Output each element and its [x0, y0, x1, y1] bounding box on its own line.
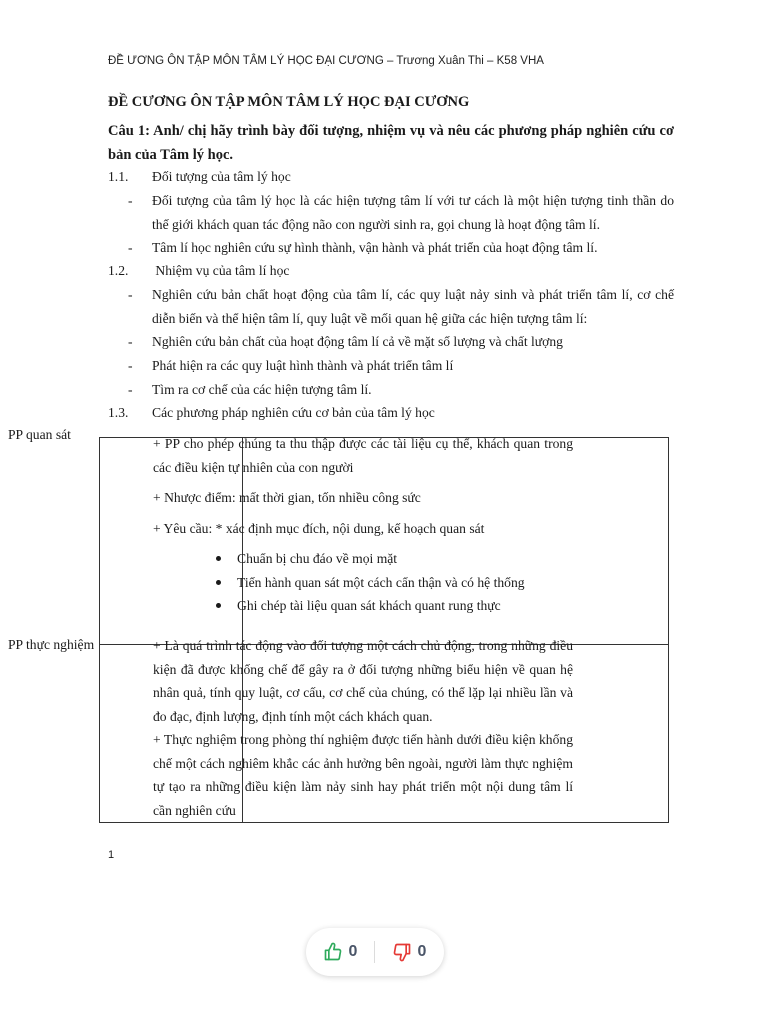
method-paragraph: + Thực nghiệm trong phòng thí nghiệm được tiến hành dưới điều kiện khống chế một cách nghiêm khắc các ảnh hưởng bên ngoài, người làm thực nghiệm tự tạo ra những điều kiện làm nảy sinh hay phát triển một nội dung tâm lí cần nghiên cứu: [153, 732, 573, 818]
list-item-text: Chuẩn bị chu đáo về mọi mặt: [237, 551, 398, 566]
list-item: [153, 571, 573, 595]
list-item: [128, 236, 674, 260]
section-heading-1-1: [108, 165, 291, 189]
thumbs-up-icon: [323, 942, 343, 962]
requirements-list: [153, 547, 573, 618]
list-item: [128, 189, 674, 237]
bullet-dot: [216, 580, 221, 585]
section-heading-1-2: [108, 259, 289, 283]
question-heading: Câu 1: Anh/ chị hãy trình bày đối tượng, nhiệm vụ và nêu các phương pháp nghiên cứu cơ bản của Tâm lý học.: [108, 123, 674, 163]
method-paragraph: + Là quá trình tác động vào đối tượng một cách chủ động, trong những điều kiện đã được khống chế để gây ra ở đối tượng những biểu hiện về quan hệ nhân quả, tính quy luật, cơ cấu, cơ chế của chúng, có thể lặp lại nhiều lần và đo đạc, định lượng, định tính một cách khách quan.: [153, 638, 573, 724]
list-item-text: Đối tượng của tâm lý học là các hiện tượng tâm lí với tư cách là một hiện tượng tinh thần do thế giới khách quan tác động não con người sinh ra, gọi chung là hoạt động tâm lí.: [152, 193, 674, 232]
bullet-dash: -: [128, 287, 133, 302]
list-item-text: Phát hiện ra các quy luật hình thành và phát triển tâm lí: [152, 358, 454, 373]
list-item: [153, 547, 573, 571]
section-title: Đối tượng của tâm lý học: [152, 169, 291, 184]
section-number: 1.1.: [108, 169, 129, 184]
bullet-dash: -: [128, 358, 133, 373]
bullet-dash: -: [128, 240, 133, 255]
list-item: [128, 283, 674, 331]
list-item: [128, 330, 674, 354]
like-count: 0: [348, 943, 358, 960]
section-number: 1.3.: [108, 405, 129, 420]
vote-bar: [306, 928, 444, 976]
section-title: Nhiệm vụ của tâm lí học: [152, 263, 290, 278]
running-header: ĐỀ ƯƠNG ÔN TẬP MÔN TÂM LÝ HỌC ĐẠI CƯƠNG – Trương Xuân Thi – K58 VHA: [108, 55, 544, 67]
bullet-dash: -: [128, 382, 133, 397]
section-number: 1.2.: [108, 263, 129, 278]
method-cell-observation: [153, 432, 573, 618]
section-title: Các phương pháp nghiên cứu cơ bản của tâm lý học: [152, 405, 435, 420]
list-item-text: Tiến hành quan sát một cách cẩn thận và có hệ thống: [237, 574, 525, 590]
list-item-text: Nghiên cứu bản chất của hoạt động tâm lí cả về mặt số lượng và chất lượng: [152, 334, 563, 349]
bullet-dash: -: [128, 193, 133, 208]
method-paragraph: + Nhược điểm: mất thời gian, tốn nhiều công sức: [153, 490, 421, 505]
method-label-experiment: PP thực nghiệm: [8, 637, 95, 652]
dislike-button[interactable]: [375, 928, 443, 976]
method-paragraph: + Yêu cầu: * xác định mục đích, nội dung, kế hoạch quan sát: [153, 520, 485, 536]
list-item-text: Tìm ra cơ chế của các hiện tượng tâm lí.: [152, 382, 372, 397]
bullet-dash: -: [128, 334, 133, 349]
document-title: ĐỀ CƯƠNG ÔN TẬP MÔN TÂM LÝ HỌC ĐẠI CƯƠNG: [108, 94, 470, 110]
bullet-dot: [216, 556, 221, 561]
like-button[interactable]: [306, 928, 374, 976]
method-paragraph: + PP cho phép chúng ta thu thập được các tài liệu cụ thể, khách quan trong các điều kiện tự nhiên của con người: [153, 436, 573, 475]
section-heading-1-3: [108, 401, 435, 425]
page-number: 1: [108, 849, 115, 861]
list-item-text: Ghi chép tài liệu quan sát khách quant rung thực: [237, 598, 501, 613]
method-cell-experiment: [153, 634, 573, 822]
method-label-observation: PP quan sát: [8, 427, 71, 442]
list-item-text: Tâm lí học nghiên cứu sự hình thành, vận hành và phát triển của hoạt động tâm lí.: [152, 240, 598, 255]
thumbs-down-icon: [392, 942, 412, 962]
bullet-dot: [216, 603, 221, 608]
list-item-text: Nghiên cứu bản chất hoạt động của tâm lí, các quy luật nảy sinh và phát triển tâm lí, cơ chế diễn biến và thể hiện tâm lí, quy luật về mối quan hệ giữa các hiện tượng tâm lí:: [152, 287, 674, 326]
list-item: [128, 378, 674, 402]
dislike-count: 0: [417, 943, 427, 960]
list-item: [128, 354, 674, 378]
list-item: [153, 594, 573, 618]
